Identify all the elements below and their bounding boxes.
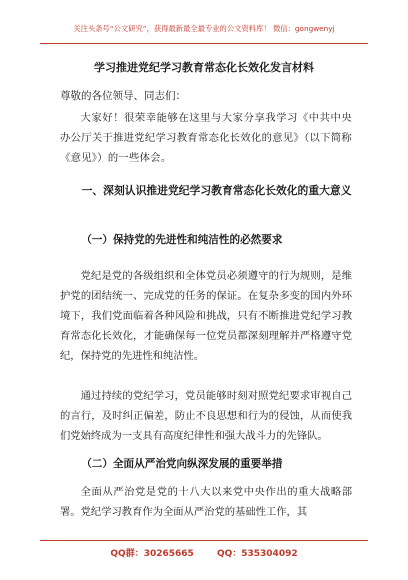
section-heading: 一、深刻认识推进党纪学习教育常态化长效化的重大意义 <box>81 184 352 197</box>
salutation: 尊敬的各位领导、同志们： <box>60 90 186 102</box>
header-divider <box>40 43 368 44</box>
footer-divider <box>40 540 368 541</box>
subsection-heading: （一）保持党的先进性和纯洁性的必然要求 <box>81 234 283 246</box>
document-title: 学习推进党纪学习教育常态化长效化发言材料 <box>94 61 314 74</box>
body-paragraph: 党纪是党的各级组织和全体党员必须遵守的行为规则，是维护党的团结统一、完成党的任务的保证。在复杂多变的国内外环境下，我们党面临着各种风险和挑战，只有不断推进党纪学习教育常态化长效化，才能确保每一位党员都深刻理解并严格遵守党纪，保持党的先进性和纯洁性。 <box>60 270 352 362</box>
body-paragraph: 全面从严治党是党的十八大以来党中央作出的重大战略部署。党纪学习教育作为全面从严治党的基础性工作，其 <box>60 486 352 518</box>
footer-contacts <box>40 546 368 559</box>
intro-paragraph: 大家好！很荣幸能够在这里与大家分享我学习《中共中央办公厅关于推进党纪学习教育常态化长效化的意见》（以下简称《意见》）的一些体会。 <box>60 112 352 164</box>
subsection-heading: （二）全面从严治党向纵深发展的重要举措 <box>81 458 283 470</box>
header-banner: 关注头条号“公文研究”，获得最新最全最专业的公文资料库！ 微信：gongwenyj <box>73 24 335 33</box>
footer-qq-group: QQ群：30265665 <box>110 549 194 559</box>
footer-qq-contact: QQ：535304092 <box>216 549 298 559</box>
body-paragraph: 通过持续的党纪学习，党员能够时刻对照党纪要求审视自己的言行，及时纠正偏差，防止不良思想和行为的侵蚀，从而使我们党始终成为一支具有高度纪律性和强大战斗力的先锋队。 <box>60 390 352 442</box>
